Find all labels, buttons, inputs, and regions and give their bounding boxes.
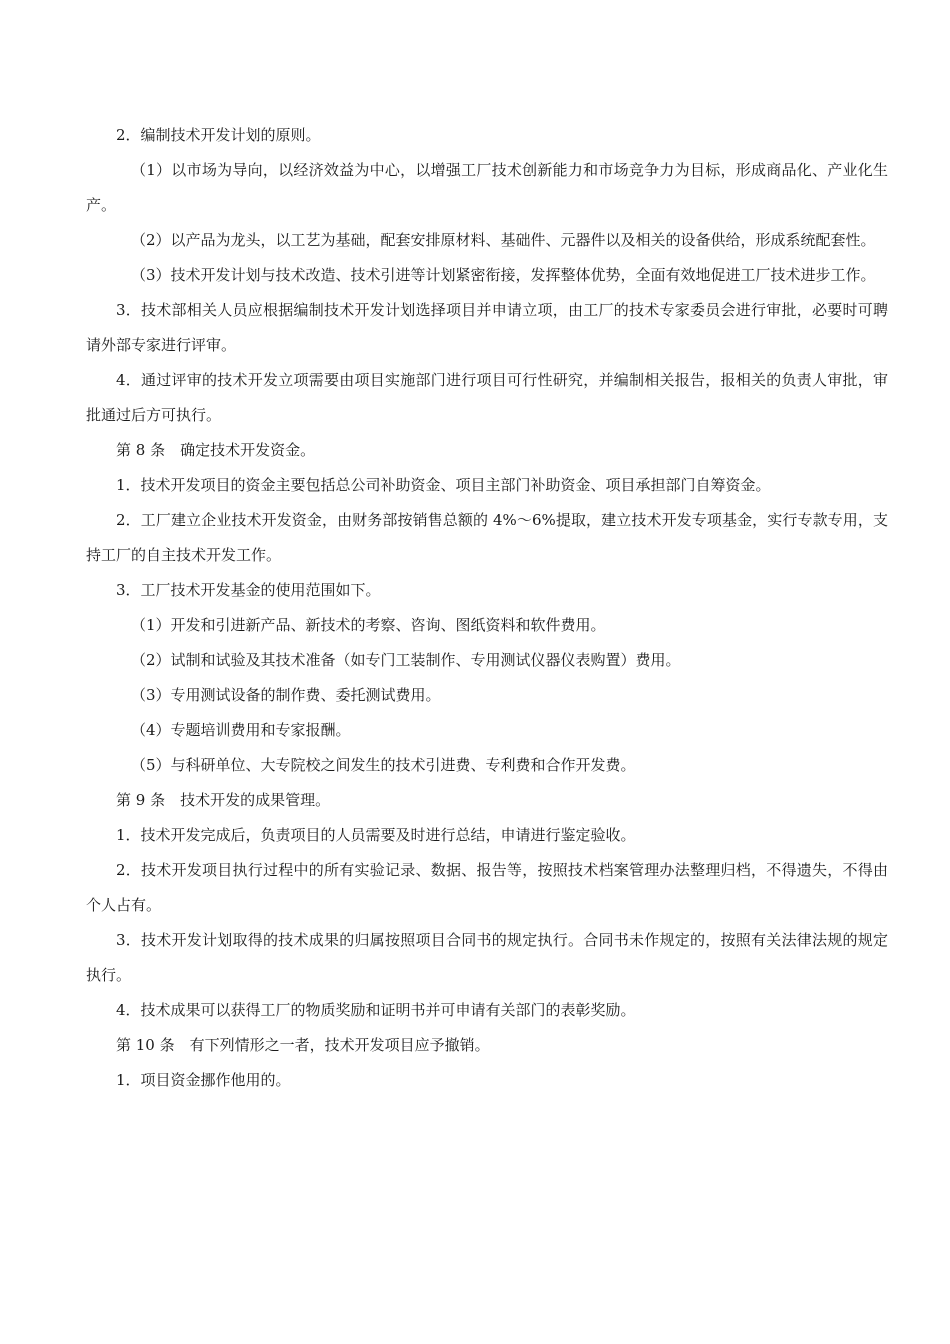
- paragraph-revoke-1: 1．项目资金挪作他用的。: [116, 1071, 291, 1089]
- paragraph-results-4: 4．技术成果可以获得工厂的物质奖励和证明书并可申请有关部门的表彰奖励。: [116, 1001, 636, 1019]
- article-9-heading: 第 9 条 技术开发的成果管理。: [116, 791, 331, 809]
- paragraph-results-3: 3．技术开发计划取得的技术成果的归属按照项目合同书的规定执行。合同书未作规定的，按照有关法律法规的规定执行。: [86, 931, 888, 984]
- paragraph-usage-3: （3）专用测试设备的制作费、委托测试费用。: [131, 686, 441, 704]
- paragraph-item-4-feasibility: 4．通过评审的技术开发立项需要由项目实施部门进行项目可行性研究，并编制相关报告，报相关的负责人审批，审批通过后方可执行。: [86, 371, 888, 424]
- article-8-heading: 第 8 条 确定技术开发资金。: [116, 441, 316, 459]
- paragraph-principle-2: （2）以产品为龙头，以工艺为基础，配套安排原材料、基础件、元器件以及相关的设备供给，形成系统配套性。: [131, 231, 876, 249]
- paragraph-item-3-approval: 3．技术部相关人员应根据编制技术开发计划选择项目并申请立项，由工厂的技术专家委员会进行审批，必要时可聘请外部专家进行评审。: [86, 301, 888, 354]
- paragraph-results-2: 2．技术开发项目执行过程中的所有实验记录、数据、报告等，按照技术档案管理办法整理归档，不得遗失，不得由个人占有。: [86, 861, 888, 914]
- paragraph-principles-heading: 2．编制技术开发计划的原则。: [116, 126, 321, 144]
- paragraph-funding-3: 3．工厂技术开发基金的使用范围如下。: [116, 581, 381, 599]
- paragraph-principle-1: （1）以市场为导向，以经济效益为中心，以增强工厂技术创新能力和市场竞争力为目标，形成商品化、产业化生产。: [86, 161, 888, 214]
- paragraph-results-1: 1．技术开发完成后，负责项目的人员需要及时进行总结，申请进行鉴定验收。: [116, 826, 636, 844]
- paragraph-principle-3: （3）技术开发计划与技术改造、技术引进等计划紧密衔接，发挥整体优势，全面有效地促进工厂技术进步工作。: [131, 266, 876, 284]
- paragraph-usage-2: （2）试制和试验及其技术准备（如专门工装制作、专用测试仪器仪表购置）费用。: [131, 651, 681, 669]
- article-10-heading: 第 10 条 有下列情形之一者，技术开发项目应予撤销。: [116, 1036, 490, 1054]
- document-page: [86, 118, 888, 1098]
- paragraph-funding-2: 2．工厂建立企业技术开发资金，由财务部按销售总额的 4%～6%提取，建立技术开发专项基金，实行专款专用，支持工厂的自主技术开发工作。: [86, 511, 888, 564]
- paragraph-funding-1: 1．技术开发项目的资金主要包括总公司补助资金、项目主部门补助资金、项目承担部门自筹资金。: [116, 476, 771, 494]
- paragraph-usage-1: （1）开发和引进新产品、新技术的考察、咨询、图纸资料和软件费用。: [131, 616, 606, 634]
- paragraph-usage-5: （5）与科研单位、大专院校之间发生的技术引进费、专利费和合作开发费。: [131, 756, 636, 774]
- paragraph-usage-4: （4）专题培训费用和专家报酬。: [131, 721, 351, 739]
